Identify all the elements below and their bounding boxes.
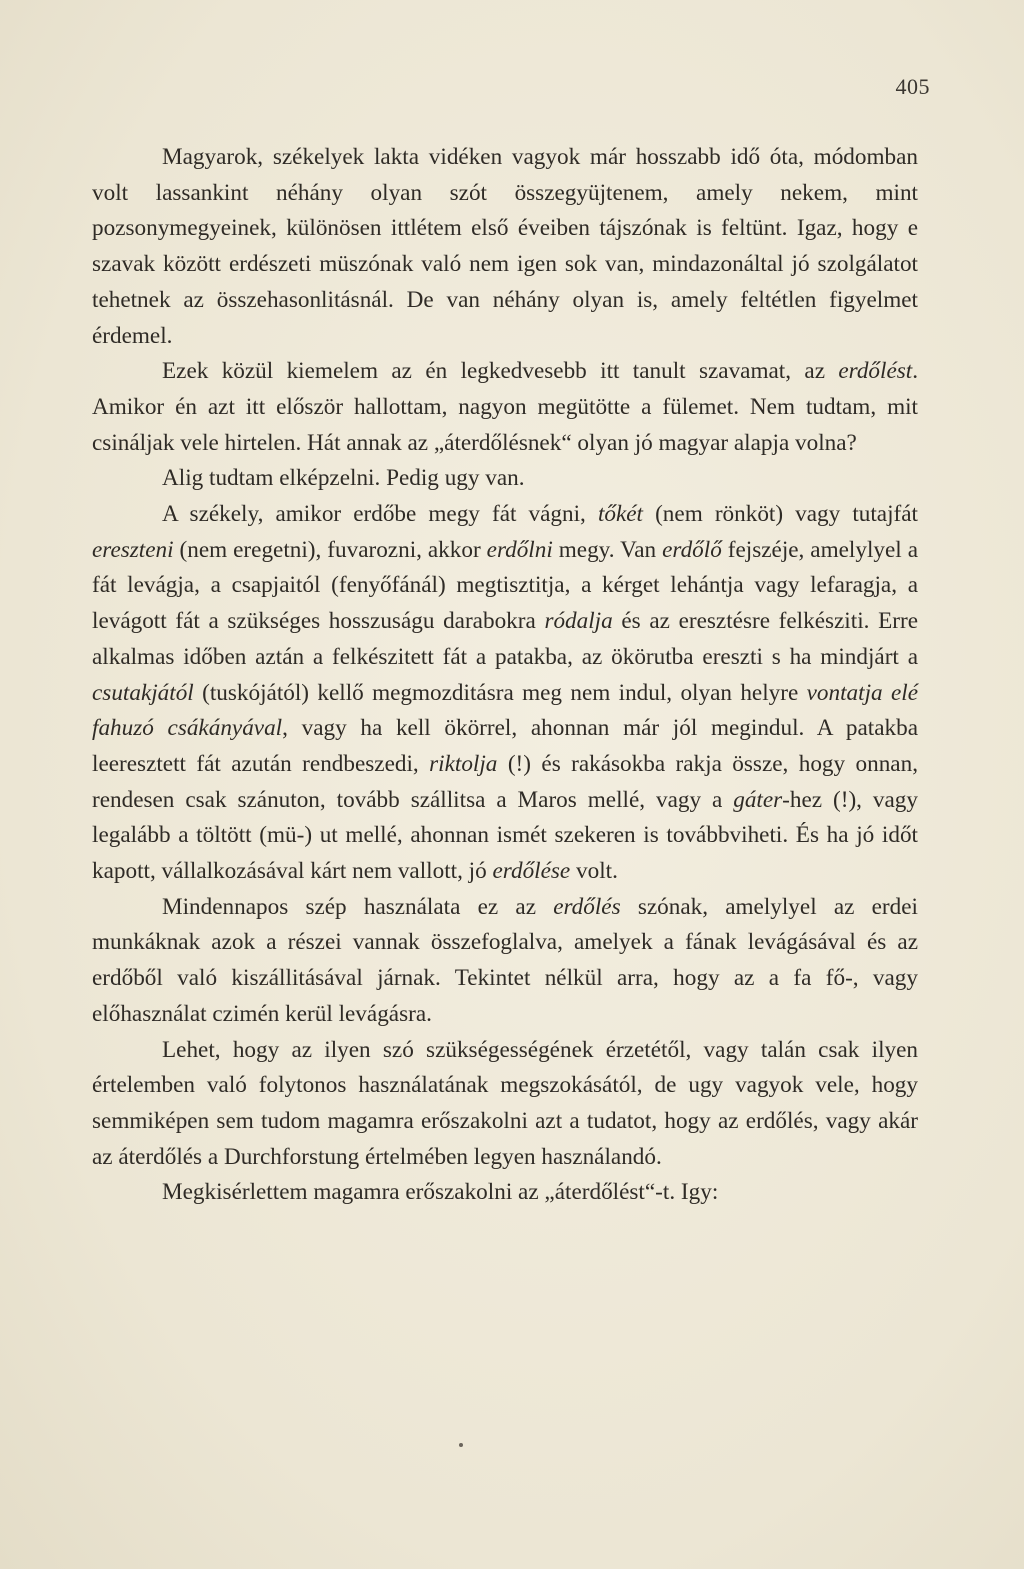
text-run: (nem eregetni), fuvarozni, akkor: [173, 536, 487, 563]
body-text: [92, 140, 918, 1211]
text-run: Megkisérlettem magamra erőszakolni az „áterdőlést“-t. Igy:: [162, 1179, 719, 1206]
italic-term: tőkét: [597, 501, 643, 528]
text-run: volt.: [570, 858, 618, 885]
text-run: fejszéje, amelylyel a fát levágja, a csapjaitól (fenyőfánál) megtisztitja, a kérget lehántja vagy lefaragja, a levágott fát a szükséges hosszuságu darabokra: [92, 536, 918, 635]
paragraph: [92, 497, 918, 890]
paragraph: [92, 1175, 918, 1211]
italic-term: ródalja: [544, 608, 613, 635]
paragraph: [92, 890, 918, 1033]
text-run: , vagy ha kell ökörrel, ahonnan már jól megindul. A patakba leeresztett fát azután rendbeszedi,: [92, 715, 919, 777]
text-run: -hez (!), vagy legalább a töltött (mü-) ut mellé, ahonnan ismét szekeren is továbbviheti. És ha jó időt kapott, vállalkozásával kárt nem vallott, jó: [92, 786, 918, 885]
page-number: 405: [895, 74, 930, 99]
italic-term: erdőlést: [838, 358, 913, 385]
text-run: szónak, amelylyel az erdei munkáknak azok a részei vannak összefoglalva, amelyek a fának levágásával és az erdőből való kiszállitásával járnak. Tekintet nélkül arra, hogy az a fa fő-, vagy előhasználat czimén kerül levágásra.: [92, 893, 918, 1027]
text-run: (tuskójától) kellő megmozditásra meg nem indul, olyan helyre: [193, 679, 807, 706]
text-run: Lehet, hogy az ilyen szó szükségességének érzetétől, vagy talán csak ilyen értelemben való folytonos használatának megszokásától, de ugy vagyok vele, hogy semmiképen sem tudom magamra erőszakolni azt a tudatot, hogy az erdőlés, vagy akár az áterdőlés a Durchforstung értelmében legyen használandó.: [92, 1036, 918, 1170]
text-run: megy. Van: [552, 536, 663, 563]
italic-term: erdőlni: [486, 536, 553, 563]
text-run: Ezek közül kiemelem az én legkedvesebb itt tanult szavamat, az: [162, 358, 839, 385]
italic-term: erdőlő: [662, 536, 722, 563]
italic-term: vontatja elé fahuzó csákányával: [92, 679, 918, 742]
text-run: Alig tudtam elképzelni. Pedig ugy van.: [162, 465, 525, 492]
print-speck: [459, 1443, 463, 1447]
paragraph: [92, 1033, 918, 1176]
text-run: . Amikor én azt itt először hallottam, nagyon megütötte a fülemet. Nem tudtam, mit csináljak vele hirtelen. Hát annak az „áterdőlésnek“ olyan jó magyar alapja volna?: [92, 358, 918, 456]
paragraph: [92, 140, 918, 354]
paragraph: [92, 461, 918, 497]
text-run: és az eresztésre felkésziti. Erre alkalmas időben aztán a felkészitett fát a patakba, az ökörutba ereszti s ha mindjárt a: [92, 608, 918, 670]
text-run: (nem rönköt) vagy tutajfát: [643, 501, 918, 528]
italic-term: erdőlés: [553, 893, 621, 920]
text-run: Mindennapos szép használata ez az: [162, 893, 554, 920]
italic-term: gáter: [733, 786, 783, 813]
italic-term: erdőlése: [492, 858, 571, 885]
italic-term: ereszteni: [92, 536, 174, 563]
italic-term: csutakjától: [92, 679, 194, 706]
text-run: A székely, amikor erdőbe megy fát vágni,: [162, 501, 598, 528]
italic-term: riktolja: [429, 750, 498, 777]
text-run: (!) és rakásokba rakja össze, hogy onnan, rendesen csak szánuton, tovább szállitsa a Maros mellé, vagy a: [92, 750, 918, 813]
text-run: Magyarok, székelyek lakta vidéken vagyok már hosszabb idő óta, módomban volt lassankint néhány olyan szót összegyüjtenem, amely nekem, mint pozsonymegyeinek, különösen ittlétem első éveiben tájszónak is feltünt. Igaz, hogy e szavak között erdészeti müszónak való nem igen sok van, mindazonáltal jó szolgálatot tehetnek az összehasonlitásnál. De van néhány olyan is, amely feltétlen figyelmet érdemel.: [92, 144, 918, 349]
paragraph: [92, 354, 918, 461]
